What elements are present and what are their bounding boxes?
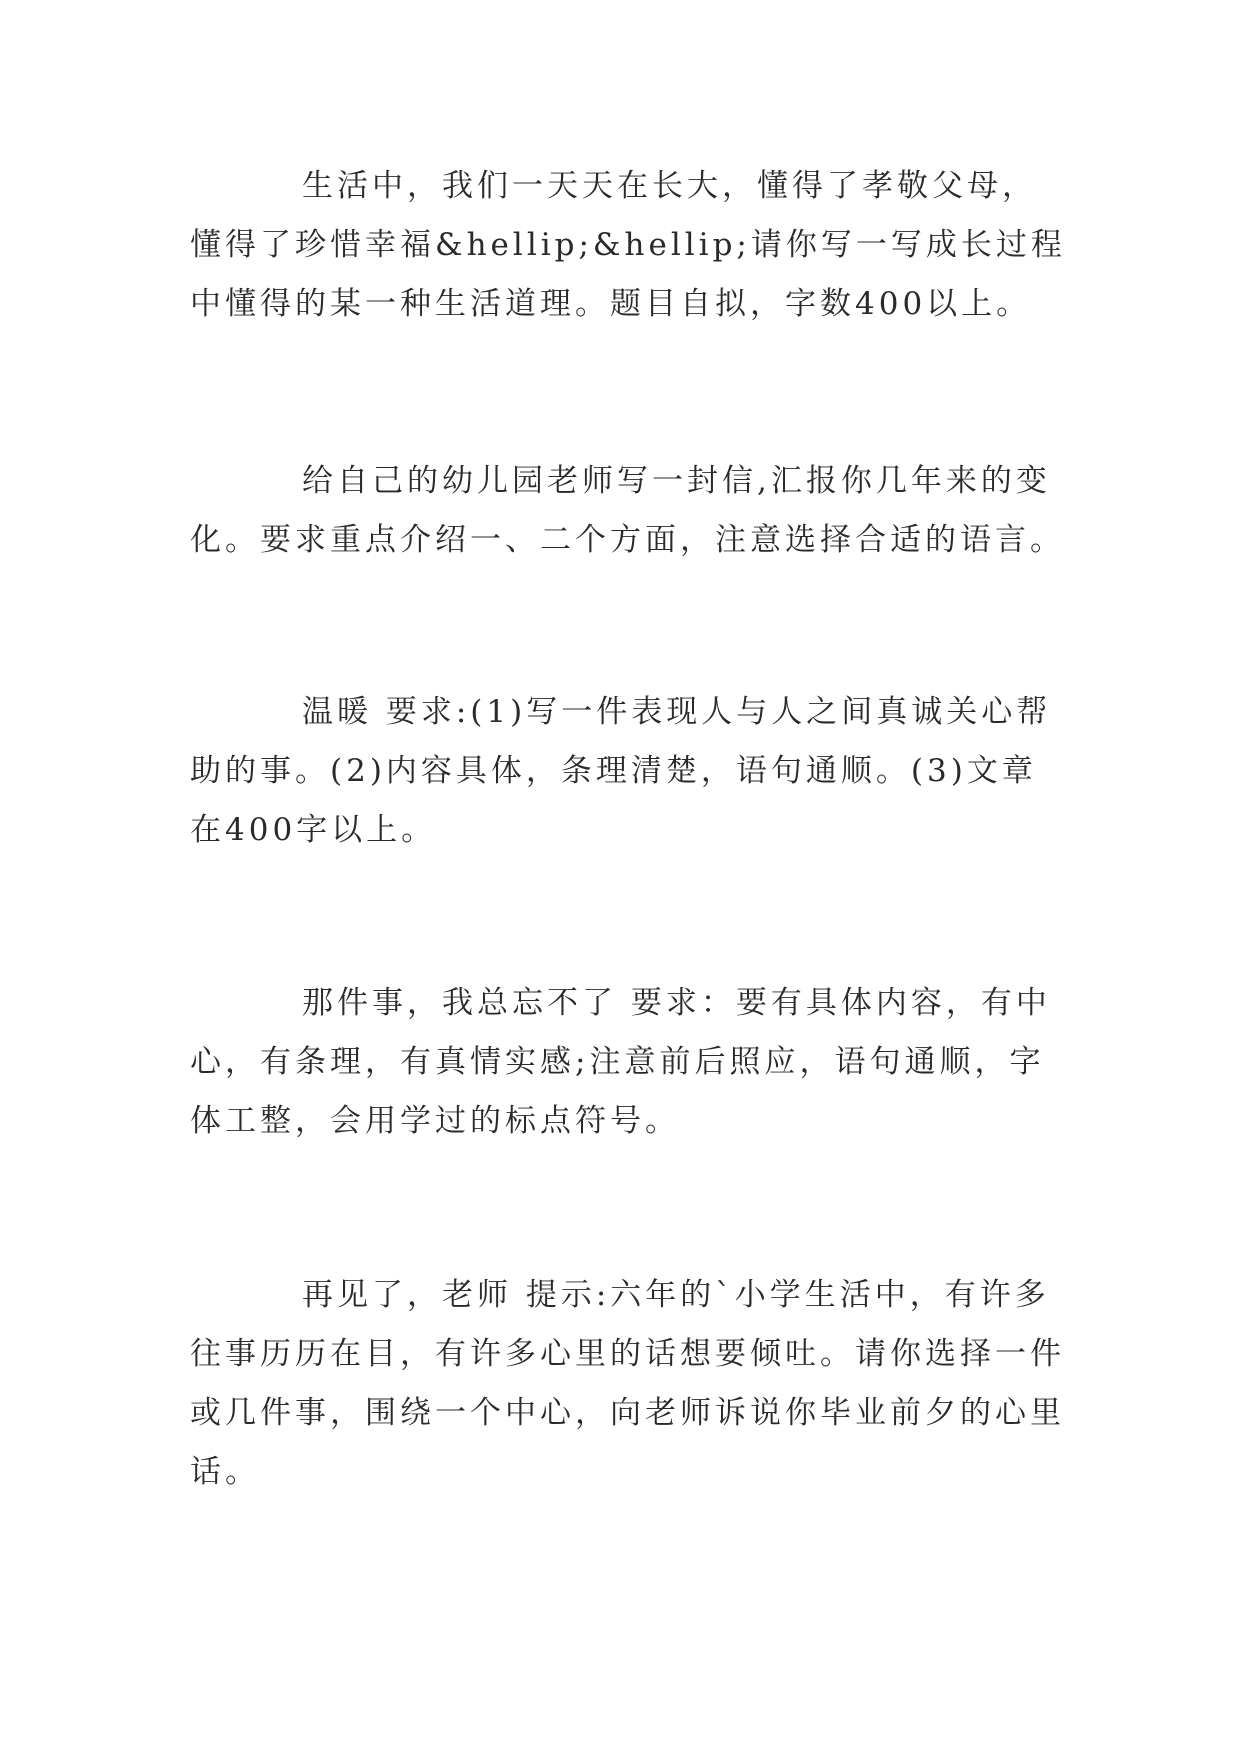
- paragraph-warmth-prompt: 温暖 要求:(1)写一件表现人与人之间真诚关心帮助的事。(2)内容具体，条理清楚，语句通顺。(3)文章在400字以上。: [190, 694, 1052, 848]
- paragraph-memorable-event-prompt: 那件事，我总忘不了 要求：要有具体内容，有中心，有条理，有真情实感;注意前后照应，语句通顺，字体工整，会用学过的标点符号。: [190, 985, 1051, 1139]
- paragraph-farewell-teacher-prompt: 再见了，老师 提示:六年的`小学生活中，有许多往事历历在目，有许多心里的话想要倾吐。请你选择一件或几件事，围绕一个中心，向老师诉说你毕业前夕的心里话。: [190, 1277, 1065, 1490]
- paragraph-letter-prompt: 给自己的幼儿园老师写一封信,汇报你几年来的变化。要求重点介绍一、二个方面，注意选择合适的语言。: [190, 463, 1065, 558]
- paragraph-growth-prompt: 生活中，我们一天天在长大，懂得了孝敬父母，懂得了珍惜幸福&hellip;&hellip;请你写一写成长过程中懂得的某一种生活道理。题目自拟，字数400以上。: [190, 168, 1066, 322]
